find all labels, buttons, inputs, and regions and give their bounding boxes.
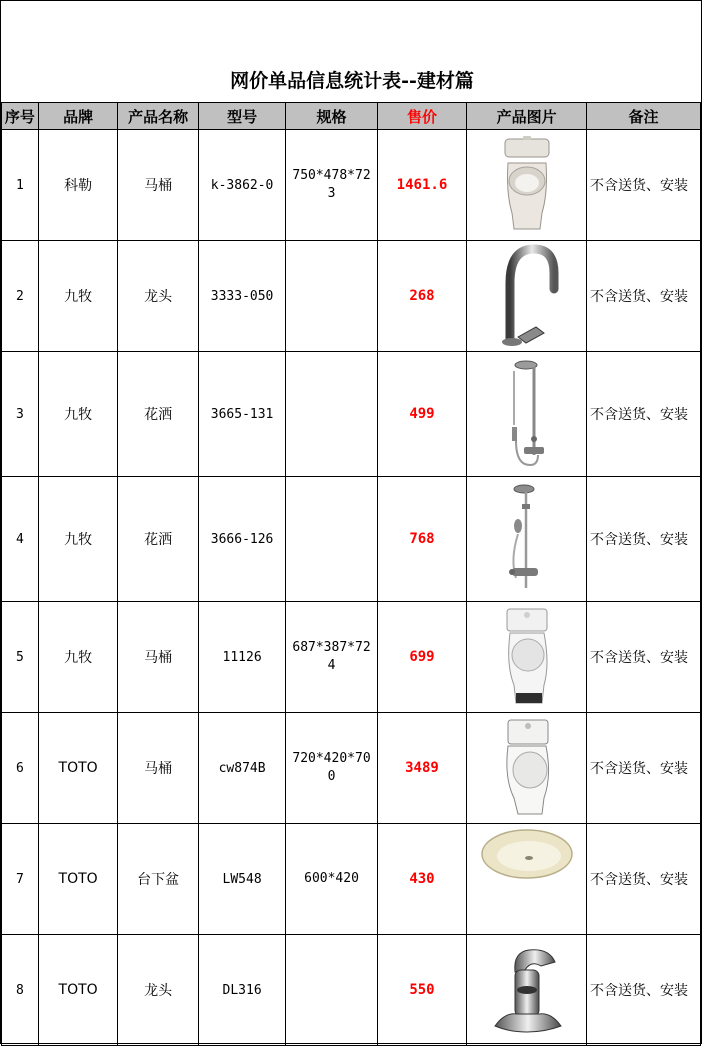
cell-no: 1	[2, 130, 39, 241]
cell-product-name: 马桶	[118, 130, 198, 241]
table-row	[2, 130, 701, 241]
shower-icon	[502, 480, 552, 598]
cell-brand: 九牧	[38, 352, 118, 477]
header-price: 售价	[377, 103, 467, 130]
cell-model: 11126	[198, 602, 286, 713]
cell-brand: TOTO	[38, 824, 118, 935]
cell-product-name: 龙头	[118, 241, 198, 352]
product-table	[1, 102, 701, 1046]
cell-model: LW548	[198, 824, 286, 935]
cell-product-name: 马桶	[118, 602, 198, 713]
header-row	[2, 103, 701, 130]
header-model: 型号	[198, 103, 286, 130]
cell-model: DL316	[198, 935, 286, 1046]
cell-image	[467, 241, 587, 352]
cell-note: 不含送货、安装	[587, 241, 701, 352]
cell-model: 3665-131	[198, 352, 286, 477]
table-row	[2, 824, 701, 935]
table-row	[2, 352, 701, 477]
cell-image	[467, 477, 587, 602]
faucet-icon	[485, 942, 569, 1038]
header-note: 备注	[587, 103, 701, 130]
cell-price: 550	[377, 935, 467, 1046]
table-row	[2, 477, 701, 602]
page-title: 网价单品信息统计表--建材篇	[230, 70, 474, 92]
cell-image	[467, 824, 587, 935]
header-no: 序号	[2, 103, 39, 130]
cell-no: 2	[2, 241, 39, 352]
cell-price: 699	[377, 602, 467, 713]
header-image: 产品图片	[467, 103, 587, 130]
toilet-icon	[492, 605, 562, 709]
basin-icon	[479, 826, 575, 886]
cell-spec: 687*387*724	[286, 602, 377, 713]
cell-price: 768	[377, 477, 467, 602]
cell-no: 8	[2, 935, 39, 1046]
cell-brand: 科勒	[38, 130, 118, 241]
cell-price: 3489	[377, 713, 467, 824]
cell-image	[467, 352, 587, 477]
cell-spec: 750*478*723	[286, 130, 377, 241]
faucet-icon	[492, 243, 562, 349]
cell-brand: TOTO	[38, 713, 118, 824]
cell-brand: 九牧	[38, 241, 118, 352]
cell-no: 5	[2, 602, 39, 713]
table-row	[2, 241, 701, 352]
cell-note: 不含送货、安装	[587, 824, 701, 935]
table-row	[2, 602, 701, 713]
cell-no: 6	[2, 713, 39, 824]
cell-spec	[286, 477, 377, 602]
cell-spec	[286, 935, 377, 1046]
cell-image	[467, 713, 587, 824]
cell-product-name: 马桶	[118, 713, 198, 824]
table-row	[2, 935, 701, 1046]
cell-price: 1461.6	[377, 130, 467, 241]
cell-no: 3	[2, 352, 39, 477]
cell-image	[467, 935, 587, 1046]
cell-price: 499	[377, 352, 467, 477]
cell-price: 430	[377, 824, 467, 935]
shower-icon	[502, 355, 552, 473]
table-row	[2, 713, 701, 824]
cell-product-name: 花洒	[118, 352, 198, 477]
cell-model: cw874B	[198, 713, 286, 824]
cell-image	[467, 130, 587, 241]
cell-spec: 600*420	[286, 824, 377, 935]
cell-note: 不含送货、安装	[587, 713, 701, 824]
header-product-name: 产品名称	[118, 103, 198, 130]
cell-image	[467, 602, 587, 713]
cell-no: 7	[2, 824, 39, 935]
cell-spec	[286, 241, 377, 352]
cell-product-name: 龙头	[118, 935, 198, 1046]
cell-note: 不含送货、安装	[587, 352, 701, 477]
cell-brand: 九牧	[38, 602, 118, 713]
cell-brand: 九牧	[38, 477, 118, 602]
header-spec: 规格	[286, 103, 377, 130]
cell-product-name: 台下盆	[118, 824, 198, 935]
cell-brand: TOTO	[38, 935, 118, 1046]
header-brand: 品牌	[38, 103, 118, 130]
cell-spec	[286, 352, 377, 477]
cell-note: 不含送货、安装	[587, 477, 701, 602]
cell-no: 4	[2, 477, 39, 602]
cell-note: 不含送货、安装	[587, 602, 701, 713]
cell-model: 3666-126	[198, 477, 286, 602]
cell-note: 不含送货、安装	[587, 935, 701, 1046]
cell-note: 不含送货、安装	[587, 130, 701, 241]
toilet-icon	[492, 133, 562, 237]
cell-product-name: 花洒	[118, 477, 198, 602]
cell-price: 268	[377, 241, 467, 352]
toilet-icon	[492, 716, 562, 820]
cell-spec: 720*420*700	[286, 713, 377, 824]
cell-model: 3333-050	[198, 241, 286, 352]
cell-model: k-3862-0	[198, 130, 286, 241]
